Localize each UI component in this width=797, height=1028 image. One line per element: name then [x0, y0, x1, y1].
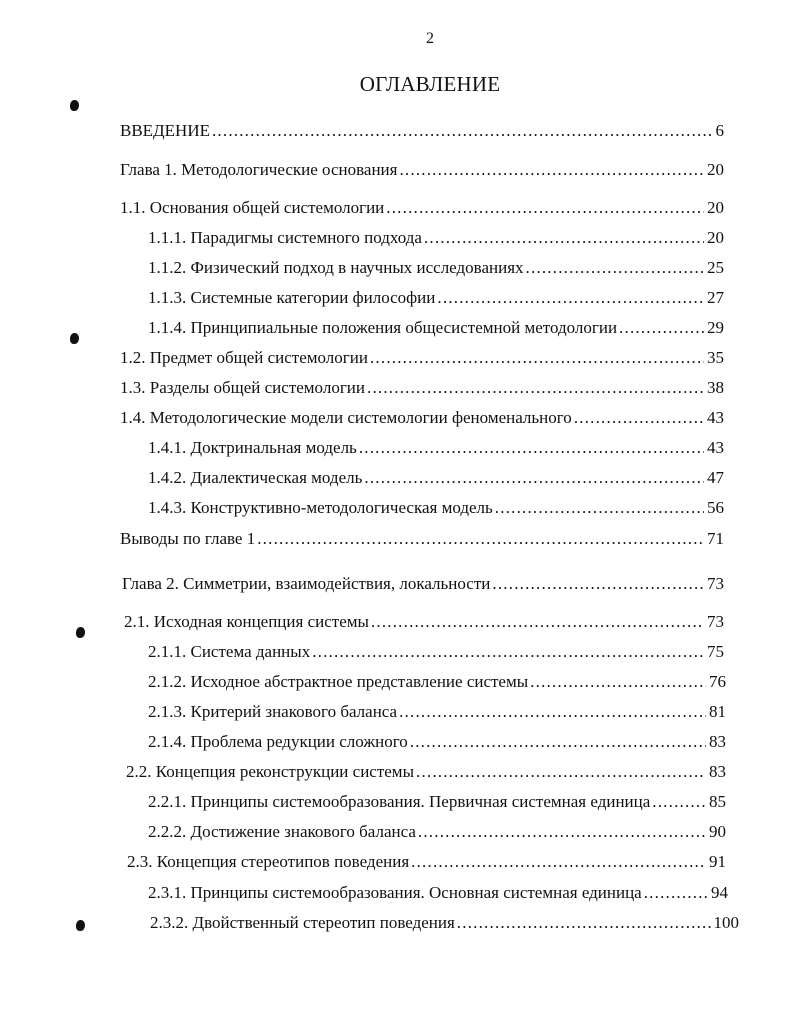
toc-entry-label: 2.2.2. Достижение знакового баланса [148, 822, 416, 841]
toc-entry-label: Глава 1. Методологические основания [120, 160, 398, 179]
dot-leader [619, 317, 704, 339]
toc-entry-page: 83 [709, 762, 726, 781]
binding-hole-mark [76, 920, 85, 931]
toc-entry [148, 437, 724, 459]
toc-entry-page: 20 [707, 198, 724, 217]
toc-entry-page: 20 [707, 228, 724, 247]
toc-entry-label: 2.1.4. Проблема редукции сложного [148, 732, 408, 751]
toc-entry-page: 47 [707, 468, 724, 487]
toc-entry [150, 912, 739, 934]
toc-entry-label: ВВЕДЕНИЕ [120, 121, 210, 140]
toc-entry [120, 197, 724, 219]
toc-entry-label: 1.4. Методологические модели системологии феноменального [120, 408, 572, 427]
dot-leader [367, 377, 704, 399]
dot-leader [370, 347, 704, 369]
toc-entry-page: 76 [709, 672, 726, 691]
toc-entry-page: 20 [707, 160, 724, 179]
toc-entry-page: 85 [709, 792, 726, 811]
toc-entry-label: 2.2.1. Принципы системообразования. Первичная системная единица [148, 792, 651, 811]
toc-entry-page: 73 [707, 574, 724, 593]
toc-entry-label: 1.4.2. Диалектическая модель [148, 468, 363, 487]
toc-entry-page: 27 [707, 288, 724, 307]
toc-entry-label: 1.3. Разделы общей системологии [120, 378, 365, 397]
toc-entry-label: 2.1.2. Исходное абстрактное представление системы [148, 672, 529, 691]
toc-entry-label: 1.2. Предмет общей системологии [120, 348, 368, 367]
toc-entry-page: 29 [707, 318, 724, 337]
dot-leader [212, 120, 713, 142]
toc-entry [148, 497, 724, 519]
dot-leader [411, 851, 706, 873]
toc-entry-page: 43 [707, 408, 724, 427]
dot-leader [437, 287, 704, 309]
toc-entry [126, 761, 726, 783]
dot-leader [418, 821, 706, 843]
dot-leader [399, 701, 706, 723]
toc-entry-page: 75 [707, 642, 724, 661]
toc-entry-page: 38 [707, 378, 724, 397]
toc-entry [148, 641, 724, 663]
toc-entry-label: 1.1.4. Принципиальные положения общесистемной методологии [148, 318, 618, 337]
toc-entry [120, 347, 724, 369]
toc-entry-page: 43 [707, 438, 724, 457]
dot-leader [371, 611, 704, 633]
toc-entry [148, 701, 726, 723]
toc-entry [120, 120, 724, 142]
dot-leader [495, 497, 704, 519]
toc-entry [127, 851, 726, 873]
toc-entry-label: 2.2. Концепция реконструкции системы [126, 762, 414, 781]
toc-entry [124, 611, 724, 633]
page-number: 2 [426, 30, 434, 47]
binding-hole-mark [76, 627, 85, 638]
toc-entry-label: 1.4.3. Конструктивно-методологическая модель [148, 498, 493, 517]
page-title: ОГЛАВЛЕНИЕ [359, 72, 501, 96]
dot-leader [416, 761, 706, 783]
toc-entry-label: 2.3.2. Двойственный стереотип поведения [150, 913, 455, 932]
toc-entry-label: 1.1. Основания общей системологии [120, 198, 385, 217]
toc-entry-label: 1.1.1. Парадигмы системного подхода [148, 228, 422, 247]
binding-hole-mark [70, 333, 79, 344]
toc-entry-page: 71 [707, 529, 724, 548]
toc-entry-page: 25 [707, 258, 724, 277]
dot-leader [312, 641, 704, 663]
toc-entry [122, 573, 724, 595]
toc-entry-page: 73 [707, 612, 724, 631]
toc-entry [120, 407, 724, 429]
toc-entry-label: 2.1.3. Критерий знакового баланса [148, 702, 398, 721]
toc-entry [148, 467, 724, 489]
dot-leader [257, 528, 704, 550]
toc-entry-label: 2.1. Исходная концепция системы [124, 612, 369, 631]
dot-leader [644, 882, 708, 904]
toc-entry [148, 257, 724, 279]
toc-entry [148, 882, 728, 904]
dot-leader [492, 573, 704, 595]
dot-leader [457, 912, 711, 934]
toc-entry-page: 81 [709, 702, 726, 721]
toc-entry-label: Выводы по главе 1 [120, 529, 256, 548]
toc-entry-label: 1.1.3. Системные категории философии [148, 288, 436, 307]
dot-leader [652, 791, 706, 813]
toc-entry-label: 2.3. Концепция стереотипов поведения [127, 852, 410, 871]
toc-entry-page: 83 [709, 732, 726, 751]
toc-entry-page: 100 [713, 913, 739, 932]
dot-leader [399, 159, 704, 181]
toc-entry-label: 2.3.1. Принципы системообразования. Основная системная единица [148, 883, 642, 902]
toc-entry [148, 317, 724, 339]
toc-entry [120, 159, 724, 181]
toc-entry [148, 671, 726, 693]
dot-leader [410, 731, 706, 753]
toc-entry [148, 731, 726, 753]
toc-entry-label: Глава 2. Симметрии, взаимодействия, локальности [122, 574, 491, 593]
toc-entry-label: 1.4.1. Доктринальная модель [148, 438, 357, 457]
binding-hole-mark [70, 100, 79, 111]
toc-entry [120, 528, 724, 550]
toc-entry-page: 6 [715, 121, 724, 140]
dot-leader [359, 437, 704, 459]
toc-entry [148, 821, 726, 843]
toc-entry-label: 1.1.2. Физический подход в научных исследованиях [148, 258, 524, 277]
toc-entry-label: 2.1.1. Система данных [148, 642, 311, 661]
toc-entry [148, 791, 726, 813]
dot-leader [574, 407, 704, 429]
toc-entry-page: 91 [709, 852, 726, 871]
dot-leader [424, 227, 704, 249]
toc-entry [120, 377, 724, 399]
toc-entry-page: 56 [707, 498, 724, 517]
toc-entry-page: 94 [711, 883, 728, 902]
toc-entry [148, 227, 724, 249]
dot-leader [530, 671, 706, 693]
toc-entry-page: 90 [709, 822, 726, 841]
dot-leader [364, 467, 704, 489]
dot-leader [386, 197, 704, 219]
dot-leader [526, 257, 704, 279]
toc-entry [148, 287, 724, 309]
toc-entry-page: 35 [707, 348, 724, 367]
